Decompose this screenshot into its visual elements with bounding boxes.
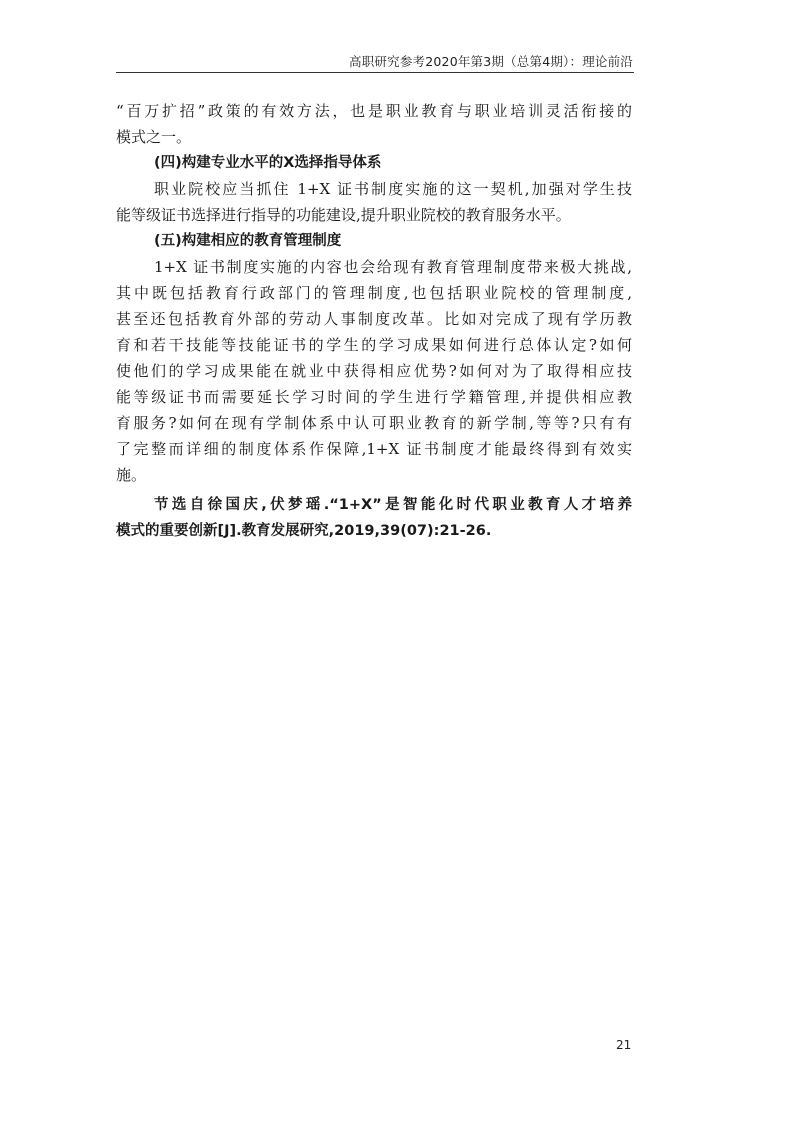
- paragraph-line: 育和若干技能等技能证书的学生的学习成果如何进行总体认定?如何: [116, 336, 632, 354]
- section-heading-4: (四)构建专业水平的X选择指导体系: [154, 155, 382, 171]
- paragraph-line: 能等级证书选择进行指导的功能建设,提升职业院校的教育服务水平。: [116, 206, 571, 224]
- citation-line: 节选自徐国庆,伏梦瑶.“1+X”是智能化时代职业教育人才培养: [154, 497, 632, 513]
- paragraph-line: 职业院校应当抓住 1+X 证书制度实施的这一契机,加强对学生技: [154, 180, 632, 198]
- citation-line: 模式的重要创新[J].教育发展研究,2019,39(07):21-26.: [116, 523, 492, 539]
- paragraph-line: 施。: [116, 466, 147, 484]
- paragraph-line: 其中既包括教育行政部门的管理制度,也包括职业院校的管理制度,: [116, 284, 632, 302]
- paragraph-line: 模式之一。: [116, 128, 192, 146]
- paragraph-line: 甚至还包括教育外部的劳动人事制度改革。比如对完成了现有学历教: [116, 310, 632, 328]
- section-heading-5: (五)构建相应的教育管理制度: [154, 233, 342, 249]
- paragraph-line: 使他们的学习成果能在就业中获得相应优势?如何对为了取得相应技: [116, 362, 632, 380]
- paragraph-line: 育服务?如何在现有学制体系中认可职业教育的新学制,等等?只有有: [116, 414, 632, 432]
- paragraph-line: 1+X 证书制度实施的内容也会给现有教育管理制度带来极大挑战,: [154, 258, 632, 276]
- paragraph-line: 能等级证书而需要延长学习时间的学生进行学籍管理,并提供相应教: [116, 388, 632, 406]
- header-rule: [116, 72, 634, 73]
- page-number: 21: [616, 1038, 632, 1052]
- running-header: 高职研究参考2020年第3期（总第4期）：理论前沿: [349, 54, 633, 69]
- paragraph-line: 了完整而详细的制度体系作保障,1+X 证书制度才能最终得到有效实: [116, 440, 632, 458]
- body-text: [116, 98, 632, 544]
- citation: [116, 492, 632, 544]
- paragraph-line: “百万扩招”政策的有效方法，也是职业教育与职业培训灵活衔接的: [116, 102, 632, 120]
